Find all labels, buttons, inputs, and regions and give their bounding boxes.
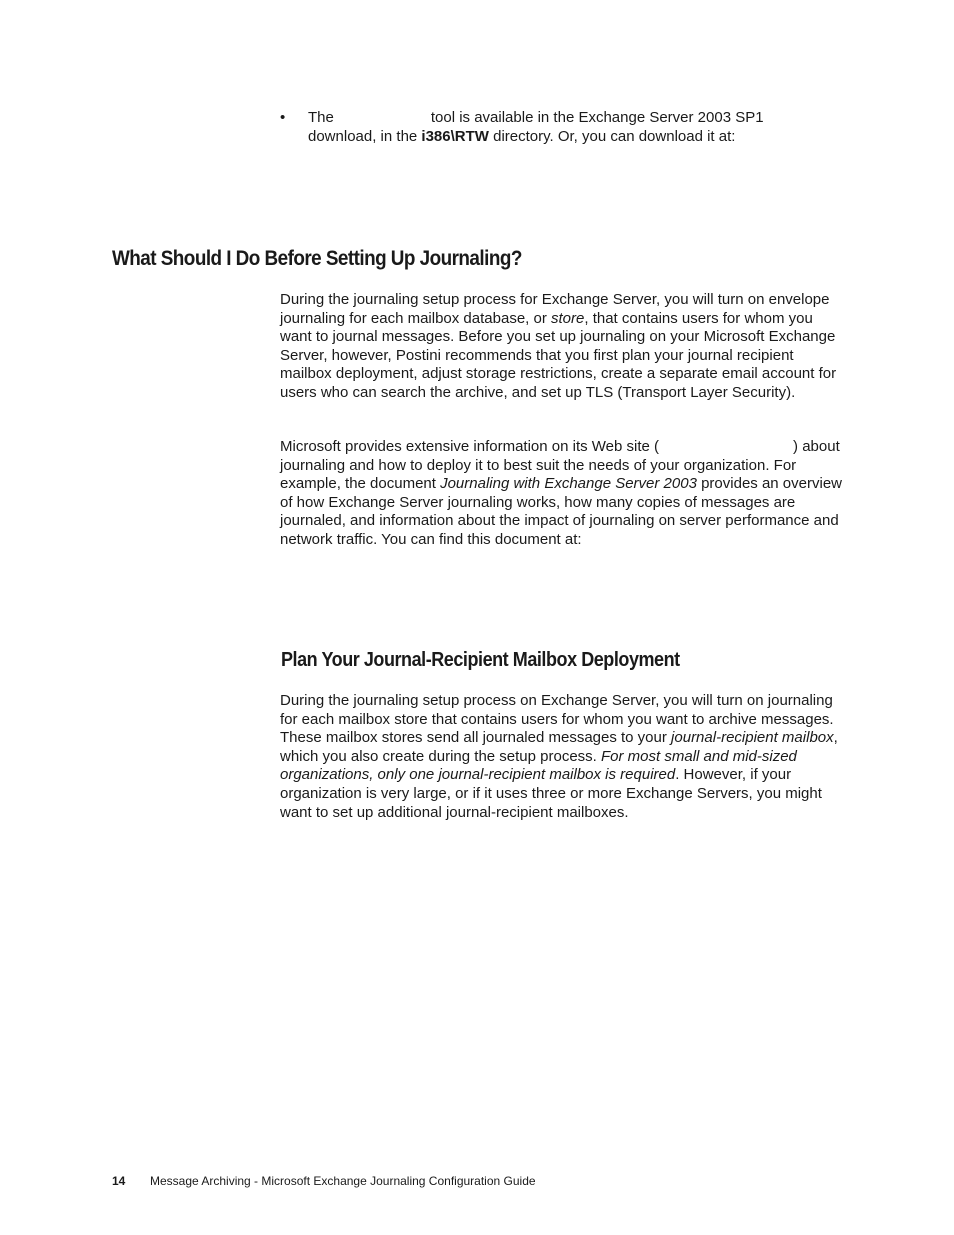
bullet-the: The [308,109,334,126]
para2-text-b: ) about journaling and how to deploy it to best suit the needs of your organization. For example, the document [280,438,840,493]
para2-text-c: provides an overview of how Exchange Server journaling works, how many copies of messages are journaled, and information about the impact of journaling on server performance and network traffic. You can find this document at: [280,475,842,548]
para3-italic-mailbox: journal-recipient mailbox [671,729,834,747]
page-footer [112,1174,536,1188]
section-heading-before-setup: What Should I Do Before Setting Up Journaling? [112,247,522,270]
para3-italic-required: For most small and mid-sized organizations, only one journal-recipient mailbox is required [280,747,797,784]
section-heading-plan-mailbox: Plan Your Journal-Recipient Mailbox Deployment [281,649,680,671]
paragraph-plan-mailbox [280,692,842,822]
para1-italic-store: store [551,309,585,327]
bullet-text [308,109,800,146]
paragraph-microsoft-info [280,438,842,550]
bullet-item [280,109,800,146]
para2-italic-doc-title: Journaling with Exchange Server 2003 [440,475,697,493]
bullet-bold-path: i386\RTW [421,127,489,145]
paragraph-setup-overview [280,291,842,403]
bullet-text-2: directory. Or, you can download it at: [488,127,736,145]
para3-text-a: During the journaling setup process on Exchange Server, you will turn on journaling for each mailbox store that contains users for whom you want to archive messages. These mailbox stores send all journaled messages to your [280,692,834,747]
para1-text-a: During the journaling setup process for Exchange Server, you will turn on envelope journaling for each mailbox database, or [280,291,830,327]
para1-text-b: , that contains users for whom you want to journal messages. Before you set up journaling on your Microsoft Exchange Server, however, Postini recommends that you first plan your journal recipient mailbox deployment, adjust storage restrictions, create a separate email account for users who can search the archive, and set up TLS (Transport Layer Security). [280,309,837,401]
para3-text-b: , which you also create during the setup process. [280,729,838,765]
para2-text-a: Microsoft provides extensive information on its Web site ( [280,438,660,455]
footer-title: Message Archiving - Microsoft Exchange Journaling Configuration Guide [150,1174,536,1188]
page-number: 14 [112,1174,126,1188]
para3-text-c: . However, if your organization is very large, or if it uses three or more Exchange Servers, you might want to set up additional journal-recipient mailboxes. [280,766,822,821]
bullet-text-1: tool is available in the Exchange Server 2003 SP1 download, in the [308,109,764,145]
bullet-dot: • [280,109,286,126]
